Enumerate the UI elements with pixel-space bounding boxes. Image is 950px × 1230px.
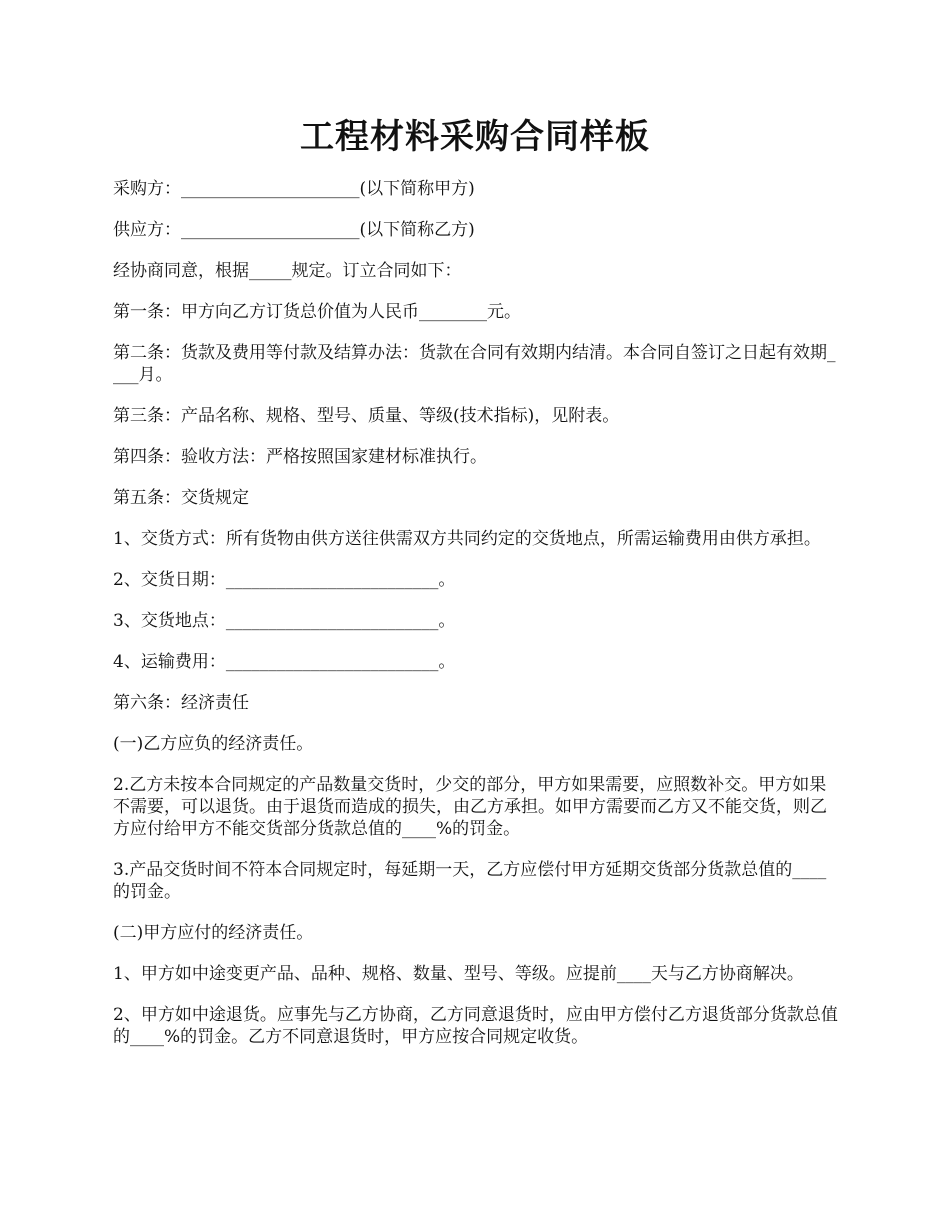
article-3: 第三条：产品名称、规格、型号、质量、等级(技术指标)，见附表。 [113, 406, 620, 426]
document-body [113, 178, 840, 1067]
party-a-liability-heading: (二)甲方应付的经济责任。 [113, 923, 314, 943]
document-title: 工程材料采购合同样板 [300, 117, 650, 157]
party-a-liability-2: 2、甲方如中途退货。应事先与乙方协商，乙方同意退货时，应由甲方偿付乙方退货部分货款总值的____%的罚金。乙方不同意退货时，甲方应按合同规定收货。 [113, 1005, 838, 1047]
party-b-liability-heading: (一)乙方应负的经济责任。 [113, 734, 314, 754]
delivery-location: 3、交货地点：_________________________。 [113, 611, 456, 631]
article-4: 第四条：验收方法：严格按照国家建材标准执行。 [113, 447, 487, 467]
party-b-line: 供应方：_____________________(以下简称乙方) [113, 220, 475, 240]
article-5-heading: 第五条：交货规定 [113, 488, 249, 508]
article-2: 第二条：货款及费用等付款及结算办法：货款在合同有效期内结清。本合同自签订之日起有效期____月。 [113, 343, 836, 385]
party-b-liability-3: 3.产品交货时间不符本合同规定时，每延期一天，乙方应偿付甲方延期交货部分货款总值的____的罚金。 [113, 860, 827, 902]
agreement-intro: 经协商同意，根据_____规定。订立合同如下： [113, 261, 462, 281]
party-b-liability-2: 2.乙方未按本合同规定的产品数量交货时，少交的部分，甲方如果需要，应照数补交。甲方如果不需要，可以退货。由于退货而造成的损失，由乙方承担。如甲方需要而乙方又不能交货，则乙方应付给甲方不能交货部分货款总值的____%的罚金。 [113, 775, 827, 839]
article-6-heading: 第六条：经济责任 [113, 693, 249, 713]
delivery-method: 1、交货方式：所有货物由供方送往供需双方共同约定的交货地点，所需运输费用由供方承担。 [113, 529, 821, 549]
party-a-line: 采购方：_____________________(以下简称甲方) [113, 179, 475, 199]
article-1: 第一条：甲方向乙方订货总价值为人民币________元。 [113, 302, 521, 322]
party-a-liability-1: 1、甲方如中途变更产品、品种、规格、数量、型号、等级。应提前____天与乙方协商解决。 [113, 964, 804, 984]
shipping-cost: 4、运输费用：_________________________。 [113, 652, 456, 672]
delivery-date: 2、交货日期：_________________________。 [113, 570, 456, 590]
